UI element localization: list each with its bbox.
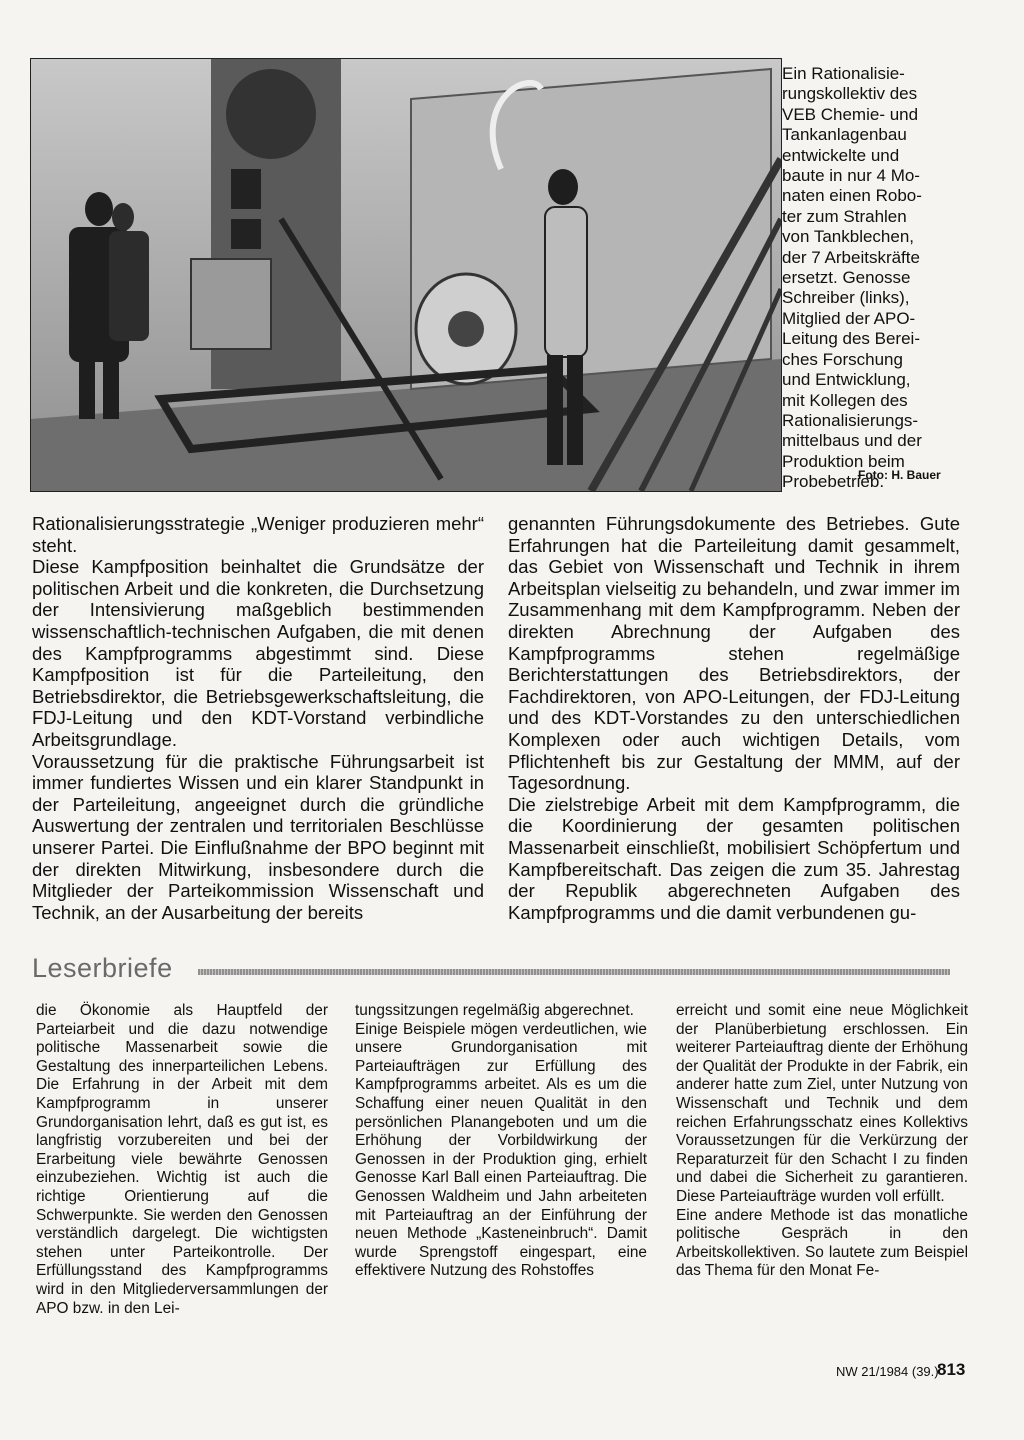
caption-line: VEB Chemie- und — [782, 104, 919, 124]
caption-line: und Entwicklung, — [782, 370, 911, 390]
caption-line: Ein Rationalisie- — [782, 64, 905, 83]
article-photo — [30, 58, 782, 492]
caption-line: Schreiber (links), — [782, 288, 910, 308]
paragraph: Eine andere Methode ist das monatliche politische Gespräch in den Arbeitskollektiven. So lautete zum Beispiel das Thema für den Monat Fe- — [676, 1206, 968, 1280]
caption-line: mittelbaus und der — [782, 431, 922, 451]
article-column-right — [508, 513, 960, 923]
caption-line: ter zum Strahlen — [782, 206, 907, 226]
caption-line: Tankanlagenbau — [782, 125, 907, 145]
letters-column-2 — [355, 1002, 647, 1281]
robot-photo-illustration — [31, 59, 781, 491]
page-number: 813 — [937, 1360, 966, 1379]
photo-caption — [782, 64, 982, 493]
paragraph: Einige Beispiele mögen verdeutlichen, wie unsere Grundorganisation mit Parteiaufträgen zur Erfüllung des Kampfprogramms arbeitet. Als es um die Schaffung einer neuen Qualität in den persönlichen Planangeboten und um die Erhöhung der Vorbildwirkung der Genossen in der Produktion ging, erhielt Genosse Karl Ball einen Parteiauftrag. Die Genossen Waldheim und Jahn arbeiteten mit Parteiauftrag an der Einführung der neuen Methode „Kasteneinbruch“. Damit wurde Sprengstoff eingespart, eine effektivere Nutzung des Rohstoffes — [355, 1020, 647, 1280]
caption-line: Rationalisierungs- — [782, 410, 919, 430]
caption-line: baute in nur 4 Mo- — [782, 166, 920, 186]
caption-line: rungskollektiv des — [782, 84, 918, 104]
paragraph: tungssitzungen regelmäßig abgerechnet. — [355, 1002, 634, 1019]
caption-line: Mitglied der APO- — [782, 308, 916, 328]
section-divider — [198, 969, 950, 975]
caption-line: von Tankblechen, — [782, 227, 915, 247]
paragraph: Die zielstrebige Arbeit mit dem Kampfprogramm, die die Koordinierung der gesamten politischen Massenarbeit einschließt, mobilisiert Schöpfertum und Kampfbereitschaft. Das zeigen die zum 35. Jahrestag der Republik abgerechneten Aufgaben des Kampfprogramms und die damit verbundenen gu- — [508, 793, 960, 923]
letters-column-1 — [36, 1002, 328, 1318]
caption-line: naten einen Robo- — [782, 186, 922, 206]
caption-line: ersetzt. Genosse — [782, 268, 911, 288]
caption-line: Leitung des Berei- — [782, 329, 920, 349]
photo-credit: Foto: H. Bauer — [858, 468, 941, 482]
paragraph: die Ökonomie als Hauptfeld der Parteiarbeit und die dazu notwendige politische Massenarbeit sowie die Gestaltung des innerparteilichen Lebens. Die Erfahrung in der Arbeit mit dem Kampfprogramm in unserer Grundorganisation lehrt, daß es gut ist, es langfristig vorzubereiten und bei der Erarbeitung viele bewährte Genossen einzubeziehen. Wichtig ist auch die richtige Orientierung auf die Schwerpunkte. Sie werden den Genossen verständlich dargelegt. Die wichtigsten stehen unter Parteikontrolle. Der Erfüllungsstand des Kampfprogramms wird in den Mitgliederversammlungen der APO bzw. in den Lei- — [36, 1002, 328, 1317]
caption-line: entwickelte und — [782, 145, 900, 165]
section-title: Leserbriefe — [32, 953, 173, 983]
caption-line: der 7 Arbeitskräfte — [782, 247, 920, 267]
paragraph: Diese Kampfposition beinhaltet die Grundsätze der politischen Arbeit und die konkreten, die Durchsetzung der Intensivierung maßgeblich bestimmenden wissenschaftlich-technischen Aufgaben, die mit denen des Kampfprogramms abgestimmt sind. Diese Kampfposition ist für die Parteileitung, den Betriebsdirektor, die Betriebsgewerkschaftsleitung, die FDJ-Leitung und den KDT-Vorstand verbindliche Arbeitsgrundlage. — [32, 556, 484, 750]
paragraph: Rationalisierungsstrategie „Weniger produzieren mehr“ steht. — [32, 513, 484, 556]
paragraph: erreicht und somit eine neue Möglichkeit der Planüberbietung erschlossen. Ein weiterer Parteiauftrag diente der Erhöhung der Qualität der Produkte in der Fabrik, ein anderer hatte zum Ziel, unter Nutzung von Wissenschaft und Technik und dem reichen Erfahrungsschatz eines Kollektivs Voraussetzungen für die Verkürzung der Reparaturzeit für den Schacht I zu finden und dabei die Sicherheit zu garantieren. Diese Parteiaufträge wurden voll erfüllt. — [676, 1002, 968, 1205]
article-column-left — [32, 513, 484, 923]
caption-line: mit Kollegen des — [782, 390, 908, 410]
issue-reference: NW 21/1984 (39.) — [836, 1364, 939, 1379]
paragraph: Voraussetzung für die praktische Führungsarbeit ist immer fundiertes Wissen und ein klarer Standpunkt in der Parteileitung, angeeignet durch die gründliche Auswertung der zentralen und territorialen Beschlüsse unserer Partei. Die Einflußnahme der BPO beginnt mit der direkten Mitwirkung, insbesondere durch die Mitglieder der Parteikommission Wissenschaft und Technik, an der Ausarbeitung der bereits — [32, 750, 484, 923]
paragraph: genannten Führungsdokumente des Betriebes. Gute Erfahrungen hat die Parteileitung damit gesammelt, das Gebiet von Wissenschaft und Technik in ihrem Arbeitsplan vielseitig zu behandeln, und zwar immer im Zusammenhang mit dem Kampfprogramm. Neben der direkten Abrechnung der Aufgaben des Kampfprogramms stehen regelmäßige Berichterstattungen des Betriebsdirektors, der Fachdirektoren, von APO-Leitungen, der FDJ-Leitung und des KDT-Vorstandes zu den unterschiedlichen Komplexen oder auch wichtigen Details, vom Pflichtenheft bis zur Gestaltung der MMM, auf der Tagesordnung. — [508, 513, 960, 794]
caption-line: Produktion beim — [782, 451, 905, 471]
letters-column-3 — [676, 1002, 968, 1281]
caption-line: Probebetrieb. — [782, 472, 885, 492]
caption-line: ches Forschung — [782, 349, 903, 369]
